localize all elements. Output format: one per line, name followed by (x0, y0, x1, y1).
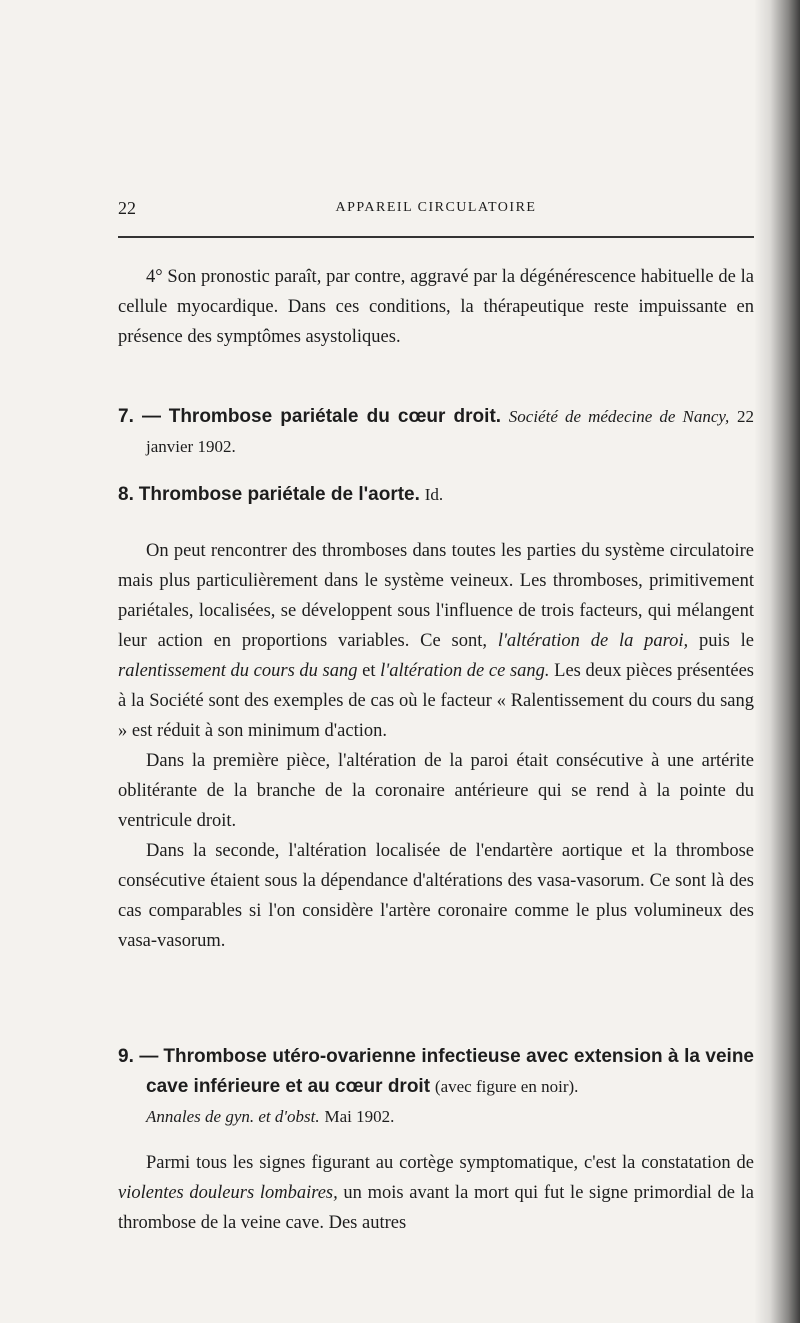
entry-7 (118, 402, 754, 462)
entry-8-number: 8. (118, 484, 134, 505)
paragraph-4 (118, 1148, 754, 1238)
paragraph-1 (118, 536, 754, 746)
entry-9-note: (avec figure en noir). (434, 1077, 579, 1096)
entry-9-date: Mai 1902. (324, 1107, 395, 1126)
entry-8-heading (118, 480, 754, 510)
entry-7-source: Société de médecine de Nancy, (508, 407, 730, 426)
paragraph-4-text-a: Parmi tous les signes figurant au cortège symptomatique, c'est la constatation de (146, 1153, 754, 1173)
intro-section (118, 262, 754, 352)
entry-9-source: Annales de gyn. et d'obst. (146, 1107, 320, 1126)
running-head: APPAREIL CIRCULATOIRE (335, 200, 537, 215)
paragraph-3: Dans la seconde, l'altération localisée de l'endartère aortique et la thrombose consécutive étaient sous la dépendance d'altérations des vasa-vasorum. Ce sont là des cas comparables si l'on considère l'artère coronaire comme le plus volumineux des vasa-vasorum. (118, 841, 754, 951)
entry-9-heading (118, 1042, 754, 1132)
entry-8 (118, 480, 754, 510)
entry-7-number: 7. — (118, 406, 161, 427)
paragraph-4-emphasis: violentes douleurs lombaires, (118, 1183, 338, 1203)
final-section (118, 1148, 754, 1238)
entry-9-number: 9. — (118, 1046, 159, 1067)
page-header (118, 198, 754, 224)
paragraph-1-emphasis-c: l'altération de ce sang. (380, 661, 550, 681)
entry-9 (118, 1042, 754, 1132)
paragraph-1-emphasis-a: l'altération de la paroi, (497, 631, 689, 651)
body-section (118, 536, 754, 956)
paragraph-1-text-b: puis le (688, 631, 754, 651)
entry-7-date: 22 janvier 1902. (146, 407, 755, 456)
entry-9-title: Thrombose utéro-ovarienne infectieuse avec extension à la veine cave inférieure et au cœur droit (146, 1046, 754, 1097)
entry-8-title: Thrombose pariétale de l'aorte. (138, 484, 420, 505)
paragraph-1-text-c: et (357, 661, 381, 681)
book-spine-shadow (754, 0, 800, 1323)
intro-paragraph: 4° Son pronostic paraît, par contre, aggravé par la dégénérescence habituelle de la cellule myocardique. Dans ces conditions, la thérapeutique reste impuissante en présence des symptômes asystoliques. (118, 267, 754, 347)
entry-7-heading (118, 402, 754, 462)
paragraph-1-text-a: On peut rencontrer des thromboses dans toutes les parties du système circulatoire mais plus particulièrement dans le système veineux. Les thromboses, primitivement pariétales, localisées, se développent sous l'influence de trois facteurs, qui mélangent leur action en proportions variables. Ce sont, (118, 541, 754, 651)
page-number: 22 (118, 198, 136, 218)
paragraph-1-text-d: Les deux pièces présentées à la Société sont des exemples de cas où le facteur « Ralentissement du cours du sang » est réduit à son minimum d'action. (118, 661, 754, 741)
paragraph-2: Dans la première pièce, l'altération de la paroi était consécutive à une artérite oblitérante de la branche de la coronaire antérieure qui se rend à la pointe du ventricule droit. (118, 751, 754, 831)
header-rule (118, 236, 754, 238)
paragraph-1-emphasis-b: ralentissement du cours du sang (118, 661, 358, 681)
paragraph-4-text-b: un mois avant la mort qui fut le signe primordial de la thrombose de la veine cave. Des autres (118, 1183, 754, 1233)
entry-8-source: Id. (424, 485, 444, 504)
entry-7-title: Thrombose pariétale du cœur droit. (168, 406, 502, 427)
